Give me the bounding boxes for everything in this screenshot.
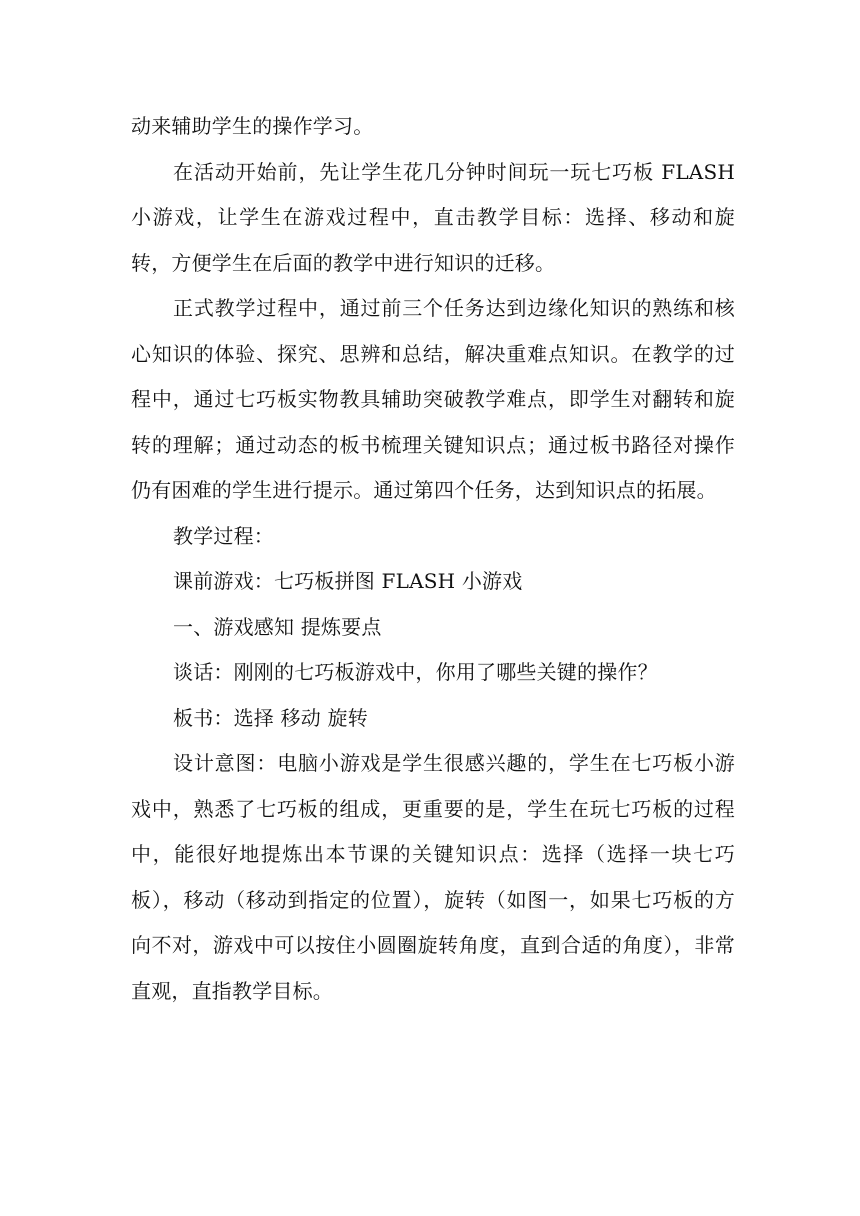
document-body	[131, 104, 735, 1014]
paragraph-pre-class-game: 课前游戏：七巧板拼图 FLASH 小游戏	[173, 569, 523, 593]
paragraph-teaching-process: 正式教学过程中，通过前三个任务达到边缘化知识的熟练和核心知识的体验、探究、思辨和总结，解决重难点知识。在教学的过程中，通过七巧板实物教具辅助突破教学难点，即学生对翻转和旋转的理解；通过动态的板书梳理关键知识点；通过板书路径对操作仍有困难的学生进行提示。通过第四个任务，达到知识点的拓展。	[131, 296, 735, 502]
paragraph-blackboard: 板书：选择 移动 旋转	[173, 705, 368, 730]
paragraph-design-intent: 设计意图：电脑小游戏是学生很感兴趣的，学生在七巧板小游戏中，熟悉了七巧板的组成，更重要的是，学生在玩七巧板的过程中，能很好地提炼出本节课的关键知识点：选择（选择一块七巧板），移动（移动到指定的位置），旋转（如图一，如果七巧板的方向不对，游戏中可以按住小圆圈旋转角度，直到合适的角度），非常直观，直指教学目标。	[131, 751, 735, 1003]
heading-teaching-process: 教学过程：	[173, 523, 274, 548]
paragraph-talk: 谈话：刚刚的七巧板游戏中，你用了哪些关键的操作？	[173, 660, 658, 684]
paragraph-activity-intro: 在活动开始前，先让学生花几分钟时间玩一玩七巧板 FLASH 小游戏，让学生在游戏过程中，直击教学目标：选择、移动和旋转，方便学生在后面的教学中进行知识的迁移。	[131, 159, 735, 275]
heading-section-one: 一、游戏感知 提炼要点	[173, 614, 382, 639]
paragraph-continuation: 动来辅助学生的操作学习。	[131, 114, 374, 138]
